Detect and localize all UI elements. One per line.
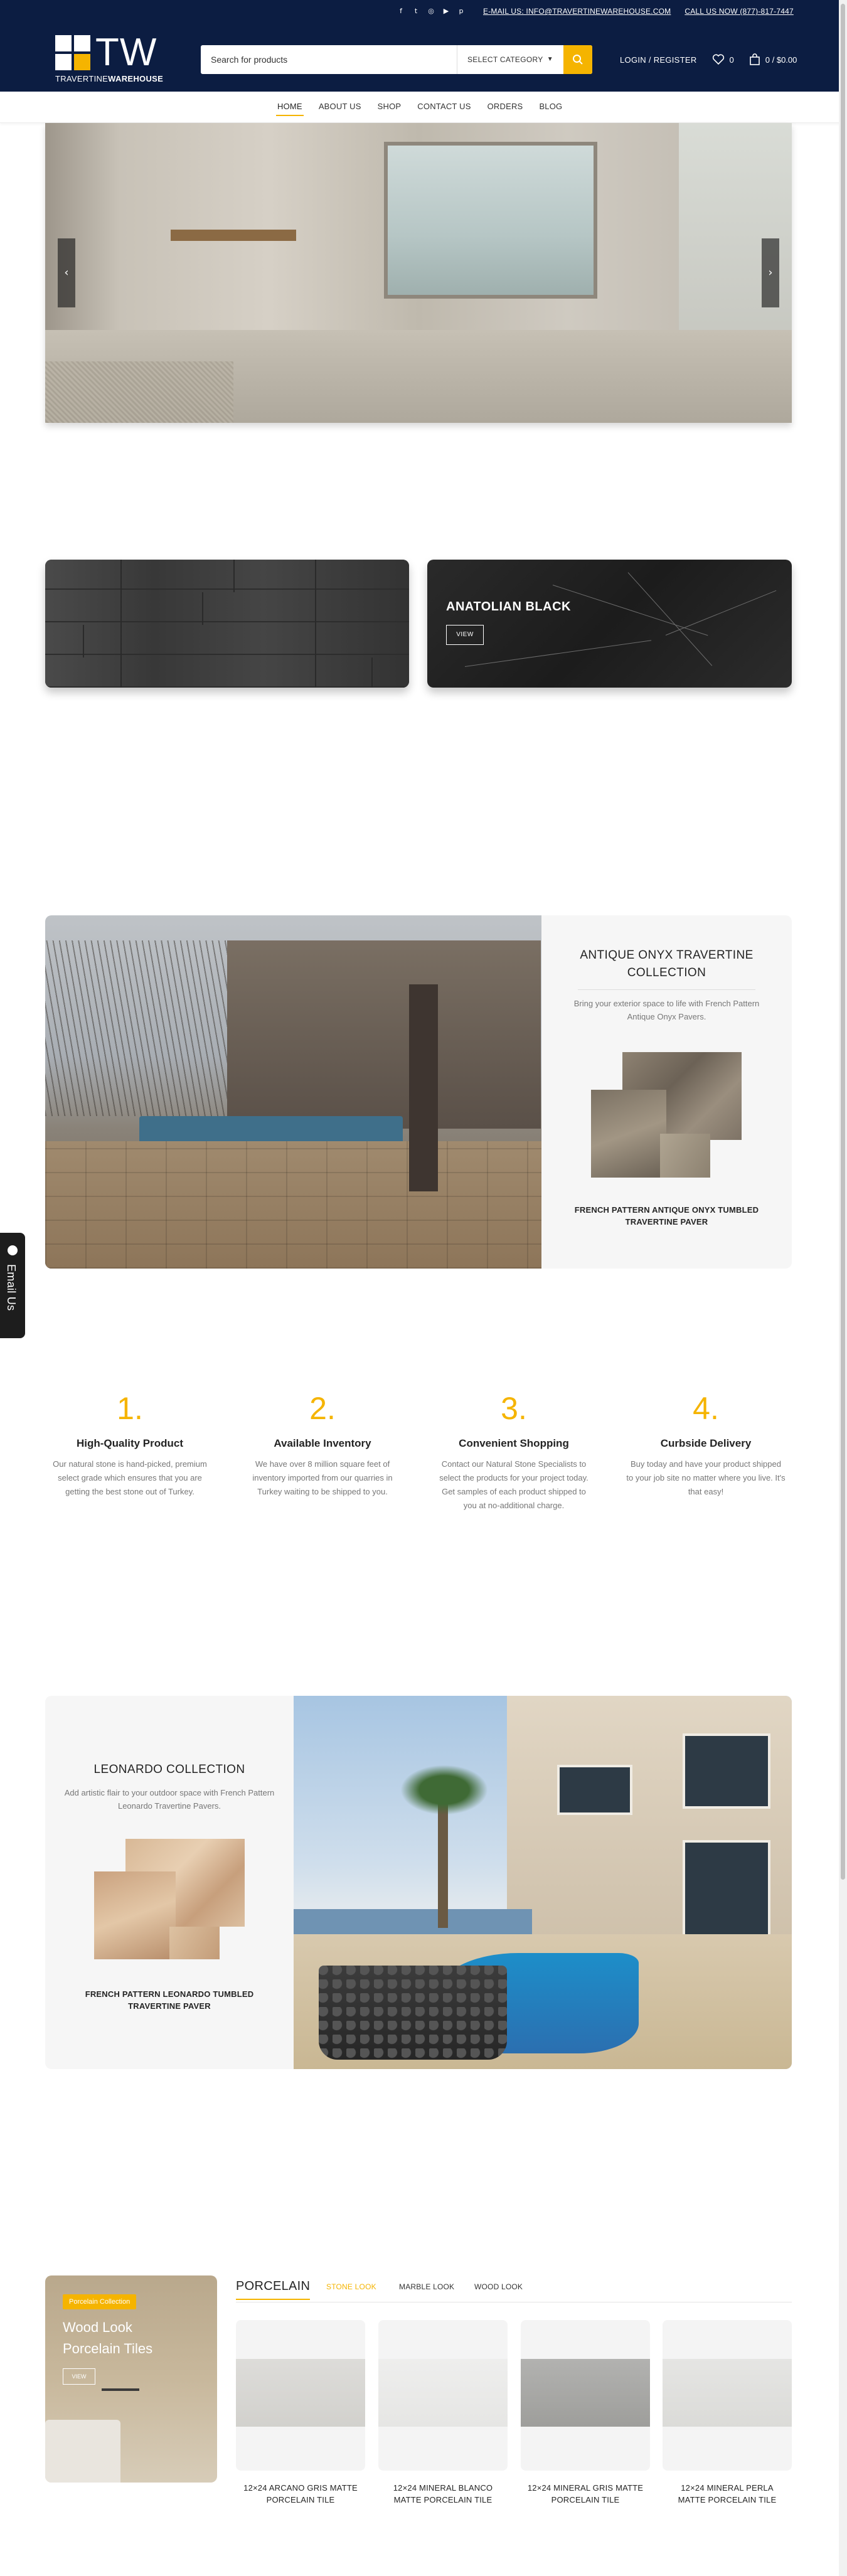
chat-bubble-icon — [8, 1245, 18, 1255]
product-image[interactable] — [663, 2320, 792, 2471]
slider-prev-button[interactable]: ‹ — [58, 238, 75, 307]
leonardo-collection-card — [45, 1696, 294, 2069]
nav-item-orders[interactable]: ORDERS — [487, 102, 523, 111]
collection-title: LEONARDO COLLECTION — [93, 1763, 245, 1776]
collection-description: Add artistic flair to your outdoor space with French Pattern Leonardo Travertine Pavers. — [64, 1788, 275, 1811]
onyx-collection-card — [541, 915, 792, 1269]
email-link[interactable]: E-MAIL US: INFO@TRAVERTINEWAREHOUSE.COM — [483, 7, 671, 16]
product-card[interactable] — [236, 2320, 365, 2506]
promo-view-button[interactable]: VIEW — [63, 2368, 95, 2385]
feature-2 — [238, 1390, 407, 1499]
nav-item-contact-us[interactable]: CONTACT US — [417, 102, 471, 111]
tab-wood-look[interactable]: WOOD LOOK — [474, 2282, 523, 2291]
wishlist-count: 0 — [729, 55, 734, 65]
feature-4 — [621, 1390, 791, 1499]
header-actions — [620, 53, 797, 66]
product-card[interactable] — [378, 2320, 508, 2506]
facebook-icon[interactable]: f — [400, 7, 402, 15]
feature-number: 1. — [117, 1391, 143, 1426]
category-select-label: SELECT CATEGORY — [467, 55, 543, 64]
header — [0, 23, 847, 92]
top-bar — [0, 0, 847, 23]
email-us-label: Email Us — [5, 1264, 18, 1311]
nav-item-blog[interactable]: BLOG — [539, 102, 563, 111]
email-us-tab[interactable] — [0, 1233, 25, 1338]
collection-description: Bring your exterior space to life with French Pattern Antique Onyx Pavers. — [573, 999, 760, 1021]
product-name[interactable]: 12×24 ARCANO GRIS MATTE PORCELAIN TILE — [243, 2483, 358, 2504]
cart-button[interactable] — [749, 53, 797, 66]
slider-next-button[interactable]: › — [762, 238, 779, 307]
leonardo-paver-swatch[interactable] — [94, 1839, 245, 1959]
collection-caption[interactable]: FRENCH PATTERN ANTIQUE ONYX TUMBLED TRAVERTINE PAVER — [574, 1205, 759, 1227]
wishlist-button[interactable] — [712, 54, 734, 65]
banner-title: ANATOLIAN BLACK — [446, 600, 571, 614]
feature-number: 3. — [501, 1391, 527, 1426]
stone-banner-dark-ledger[interactable] — [45, 560, 409, 688]
main-navigation — [0, 92, 847, 123]
pinterest-icon[interactable]: p — [459, 7, 464, 15]
nav-item-about-us[interactable]: ABOUT US — [318, 102, 361, 111]
search-button[interactable] — [563, 45, 592, 74]
product-image[interactable] — [236, 2320, 365, 2471]
instagram-icon[interactable]: ◎ — [428, 7, 434, 15]
feature-title: Curbside Delivery — [660, 1437, 752, 1449]
feature-description: Buy today and have your product shipped to your job site no matter where you live. It's that easy! — [626, 1459, 786, 1496]
view-button[interactable]: VIEW — [446, 625, 484, 645]
scrollbar-thumb[interactable] — [841, 4, 845, 1880]
feature-number: 2. — [309, 1391, 336, 1426]
feature-number: 4. — [693, 1391, 719, 1426]
onyx-paver-swatch[interactable] — [591, 1052, 742, 1178]
feature-description: Our natural stone is hand-picked, premium select grade which ensures that you are getting the best stone out of Turkey. — [53, 1459, 207, 1496]
feature-3 — [429, 1390, 599, 1513]
heart-icon — [712, 54, 725, 65]
promo-title: Wood Look Porcelain Tiles — [63, 2319, 153, 2356]
collection-title: ANTIQUE ONYX TRAVERTINE COLLECTION — [580, 949, 754, 979]
feature-description: We have over 8 million square feet of inventory imported from our quarries in Turkey waiting to be shipped to you. — [252, 1459, 393, 1496]
social-links — [397, 7, 466, 16]
logo-squares-icon — [55, 35, 90, 70]
top-contact-links — [483, 7, 794, 16]
feature-description: Contact our Natural Stone Specialists to select the products for your project today. Get samples of each product shipped to you at no-additional charge. — [439, 1459, 589, 1510]
leonardo-collection-photo — [294, 1696, 792, 2069]
call-link[interactable]: CALL US NOW (877)-817-7447 — [685, 7, 794, 16]
page-scrollbar[interactable] — [839, 0, 847, 2576]
chevron-down-icon: ▼ — [546, 56, 553, 63]
feature-title: Available Inventory — [274, 1437, 371, 1449]
logo-mark: TW — [95, 31, 157, 74]
feature-title: High-Quality Product — [77, 1437, 183, 1449]
shopping-bag-icon — [749, 53, 760, 66]
feature-title: Convenient Shopping — [459, 1437, 569, 1449]
collection-caption[interactable]: FRENCH PATTERN LEONARDO TUMBLED TRAVERTINE PAVER — [85, 1989, 254, 2011]
youtube-icon[interactable]: ▶ — [443, 7, 449, 15]
logo[interactable] — [55, 31, 174, 83]
onyx-collection-photo — [45, 915, 541, 1269]
logo-wordmark: TRAVERTINEWAREHOUSE — [55, 74, 164, 83]
search-bar — [201, 45, 592, 74]
porcelain-heading: PORCELAIN — [236, 2279, 310, 2300]
product-name[interactable]: 12×24 MINERAL GRIS MATTE PORCELAIN TILE — [527, 2483, 644, 2504]
stone-banner-anatolian-black[interactable] — [427, 560, 792, 688]
hero-slider — [45, 123, 792, 423]
product-name[interactable]: 12×24 MINERAL PERLA MATTE PORCELAIN TILE — [678, 2483, 777, 2504]
nav-item-shop[interactable]: SHOP — [377, 102, 402, 111]
search-icon — [572, 54, 583, 65]
twitter-icon[interactable]: t — [414, 7, 418, 15]
product-image[interactable] — [378, 2320, 508, 2471]
product-image[interactable] — [521, 2320, 650, 2471]
nav-item-home[interactable]: HOME — [276, 102, 304, 116]
porcelain-tabs-header — [236, 2276, 792, 2302]
feature-1 — [45, 1390, 215, 1499]
login-register-link[interactable]: LOGIN / REGISTER — [620, 55, 697, 65]
porcelain-promo-banner[interactable] — [45, 2275, 217, 2483]
product-card[interactable] — [521, 2320, 650, 2506]
category-select[interactable] — [457, 45, 563, 74]
product-card[interactable] — [663, 2320, 792, 2506]
product-name[interactable]: 12×24 MINERAL BLANCO MATTE PORCELAIN TILE — [393, 2483, 493, 2504]
tab-stone-look[interactable]: STONE LOOK — [326, 2282, 376, 2291]
tab-marble-look[interactable]: MARBLE LOOK — [399, 2282, 455, 2291]
search-input[interactable] — [201, 45, 457, 74]
promo-badge: Porcelain Collection — [63, 2294, 136, 2309]
cart-total: 0 / $0.00 — [765, 55, 797, 65]
